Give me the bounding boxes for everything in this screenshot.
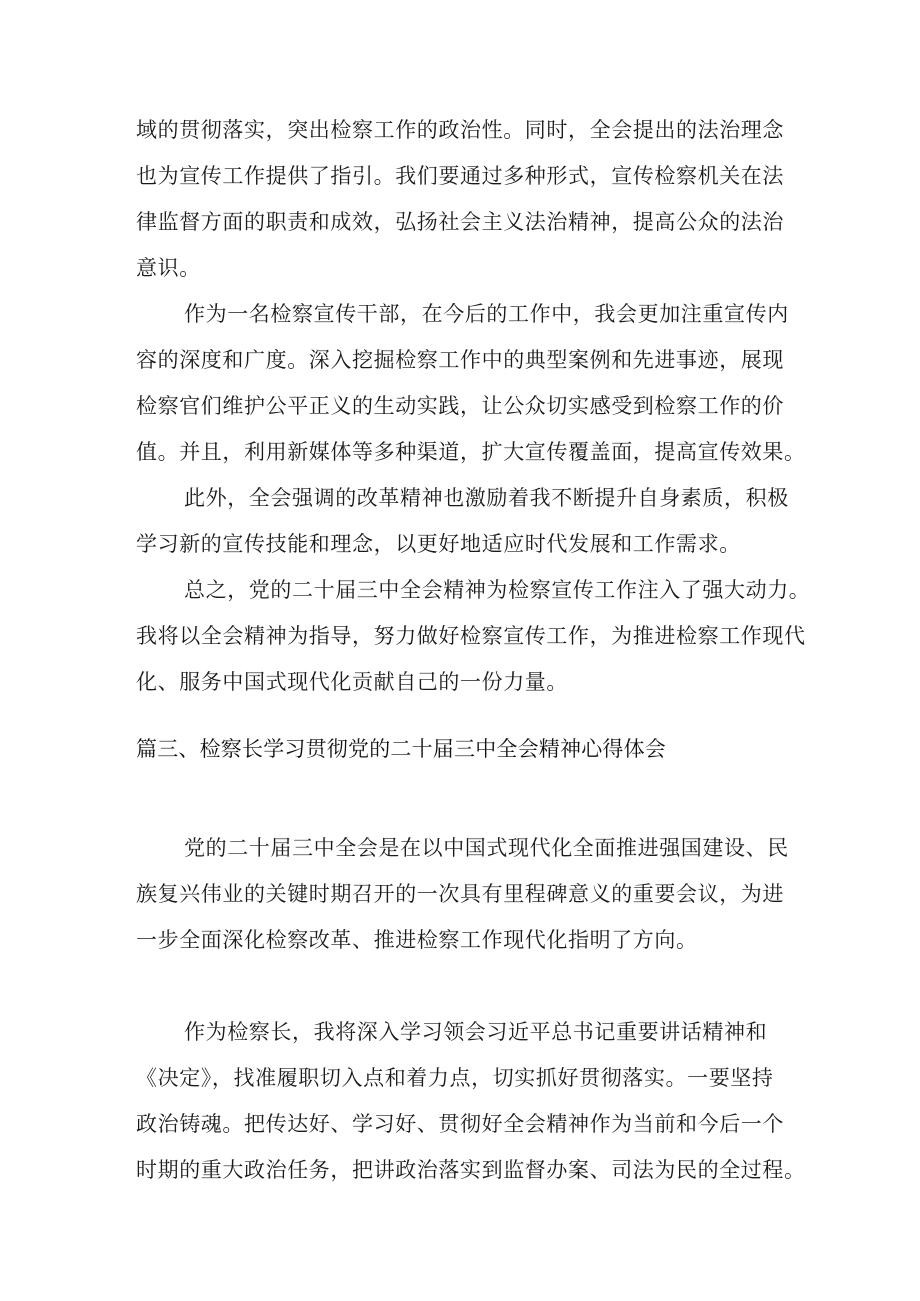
text-line: 容的深度和广度。深入挖掘检察工作中的典型案例和先进事迹，展现: [136, 348, 784, 372]
text-line: 律监督方面的职责和成效，弘扬社会主义法治精神，提高公众的法治: [136, 210, 784, 234]
text-line: 族复兴伟业的关键时期召开的一次具有里程碑意义的重要会议，为进: [136, 882, 784, 906]
text-line: 一步全面深化检察改革、推进检察工作现代化指明了方向。: [136, 928, 698, 952]
text-line: 意识。: [136, 256, 201, 280]
text-line: 值。并且，利用新媒体等多种渠道，扩大宣传覆盖面，提高宣传效果。: [136, 440, 806, 464]
text-line: 总之，党的二十届三中全会精神为检察宣传工作注入了强大动力。: [184, 578, 811, 602]
text-line: 时期的重大政治任务，把讲政治落实到监督办案、司法为民的全过程。: [136, 1158, 806, 1182]
text-line: 党的二十届三中全会是在以中国式现代化全面推进强国建设、民: [184, 836, 789, 860]
text-line: 作为一名检察宣传干部，在今后的工作中，我会更加注重宣传内: [184, 302, 789, 326]
text-line: 域的贯彻落实，突出检察工作的政治性。同时，全会提出的法治理念: [136, 118, 784, 142]
text-line: 作为检察长，我将深入学习领会习近平总书记重要讲话精神和: [184, 1020, 768, 1044]
text-line: 学习新的宣传技能和理念，以更好地适应时代发展和工作需求。: [136, 532, 741, 556]
text-line: 我将以全会精神为指导，努力做好检察宣传工作，为推进检察工作现代: [136, 624, 806, 648]
text-line: 化、服务中国式现代化贡献自己的一份力量。: [136, 670, 568, 694]
text-line: 检察官们维护公平正义的生动实践，让公众切实感受到检察工作的价: [136, 394, 784, 418]
text-line: 政治铸魂。把传达好、学习好、贯彻好全会精神作为当前和今后一个: [136, 1112, 784, 1136]
text-line: 此外，全会强调的改革精神也激励着我不断提升自身素质，积极: [184, 486, 789, 510]
text-line: 《决定》，找准履职切入点和着力点，切实抓好贯彻落实。一要坚持: [136, 1066, 774, 1090]
text-line: 也为宣传工作提供了指引。我们要通过多种形式，宣传检察机关在法: [136, 164, 784, 188]
section-heading: 篇三、检察长学习贯彻党的二十届三中全会精神心得体会: [136, 737, 666, 761]
